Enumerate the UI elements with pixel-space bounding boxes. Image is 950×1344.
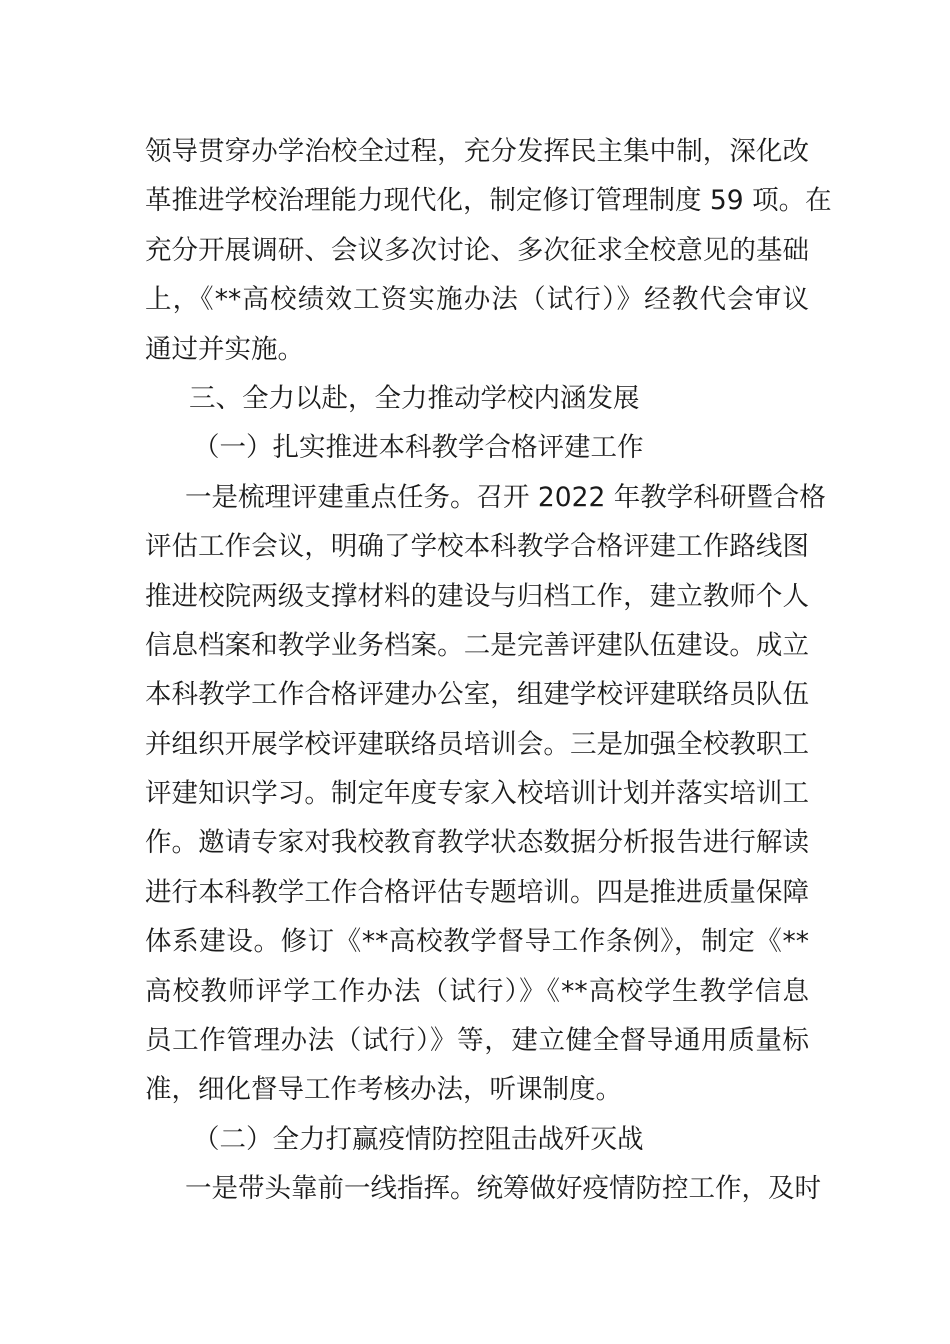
body-text-line: 准，细化督导工作考核办法，听课制度。 bbox=[145, 1074, 622, 1106]
body-text-line: 领导贯穿办学治校全过程，充分发挥民主集中制，深化改 bbox=[145, 136, 809, 167]
body-text-line: 推进校院两级支撑材料的建设与归档工作，建立教师个人 bbox=[145, 580, 809, 612]
body-text-line: 进行本科教学工作合格评估专题培训。四是推进质量保障 bbox=[145, 876, 809, 908]
body-text-line: 信息档案和教学业务档案。二是完善评建队伍建设。成立 bbox=[145, 629, 809, 661]
body-text-line: 一是梳理评建重点任务。召开 2022 年教学科研暨合格 bbox=[185, 481, 826, 513]
body-text-line: 本科教学工作合格评建办公室，组建学校评建联络员队伍 bbox=[145, 679, 809, 711]
body-text-line: 并组织开展学校评建联络员培训会。三是加强全校教职工 bbox=[145, 728, 809, 760]
subsection-heading: （二）全力打赢疫情防控阻击战歼灭战 bbox=[193, 1123, 644, 1155]
section-heading: 三、全力以赴，全力推动学校内涵发展 bbox=[189, 382, 640, 414]
body-text-line: 体系建设。修订《**高校教学督导工作条例》，制定《** bbox=[145, 926, 809, 958]
body-text-line: 上，《**高校绩效工资实施办法（试行）》经教代会审议 bbox=[145, 284, 809, 316]
body-text-line: 通过并实施。 bbox=[145, 333, 304, 365]
body-text-line: 高校教师评学工作办法（试行）》《**高校学生教学信息 bbox=[145, 975, 809, 1007]
body-text-line: 作。邀请专家对我校教育教学状态数据分析报告进行解读 bbox=[145, 827, 809, 859]
body-text-line: 革推进学校治理能力现代化，制定修订管理制度 59 项。在 bbox=[145, 185, 832, 217]
body-text-line: 评估工作会议，明确了学校本科教学合格评建工作路线图 bbox=[145, 531, 809, 563]
body-text-line: 一是带头靠前一线指挥。统筹做好疫情防控工作，及时 bbox=[185, 1173, 821, 1205]
document-body bbox=[145, 127, 832, 1214]
body-text-line: 评建知识学习。制定年度专家入校培训计划并落实培训工 bbox=[145, 778, 809, 810]
subsection-heading: （一）扎实推进本科教学合格评建工作 bbox=[193, 432, 644, 464]
body-text-line: 员工作管理办法（试行）》等，建立健全督导通用质量标 bbox=[145, 1025, 809, 1057]
body-text-line: 充分开展调研、会议多次讨论、多次征求全校意见的基础 bbox=[145, 234, 809, 266]
